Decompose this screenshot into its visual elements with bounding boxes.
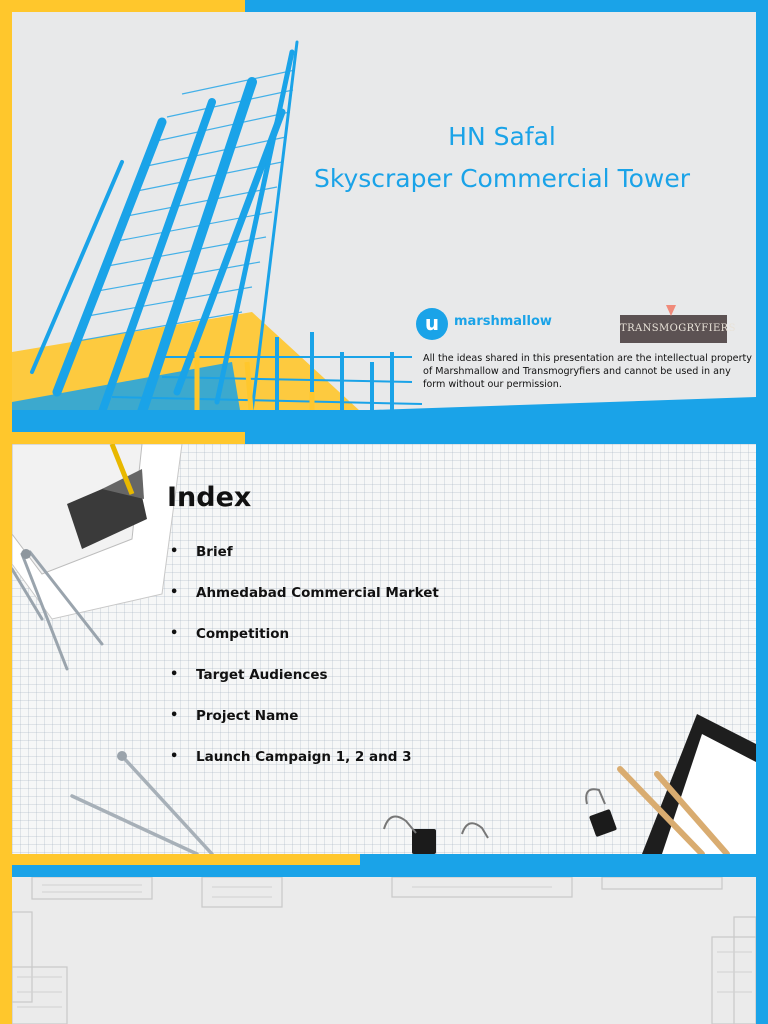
transmogryfiers-logo-text: TRANSMOGRYFIERS	[620, 323, 736, 334]
ip-disclaimer: All the ideas shared in this presentation are the intellectual property of Marshmallow and Transmogryfiers and cannot be used in any form without our permission.	[423, 353, 752, 390]
yellow-frame-left	[0, 0, 12, 432]
marshmallow-logo-icon: u	[416, 308, 448, 340]
list-item: • Target Audiences	[170, 665, 439, 706]
cityscape-slide	[0, 865, 768, 1024]
list-item: • Launch Campaign 1, 2 and 3	[170, 747, 439, 788]
yellow-frame-top	[0, 0, 245, 12]
marshmallow-logo	[416, 308, 556, 346]
title-line-1: HN Safal	[448, 122, 556, 151]
index-title: Index	[167, 482, 252, 513]
transmogryfiers-logo	[620, 315, 736, 343]
cityscape-slide-canvas	[12, 877, 756, 1024]
pin-icon	[666, 305, 676, 316]
title-slide	[0, 0, 768, 432]
list-item: • Brief	[170, 542, 439, 583]
list-item: • Project Name	[170, 706, 439, 747]
yellow-frame-left	[0, 432, 12, 865]
index-list	[170, 542, 439, 788]
title-line-2: Skyscraper Commercial Tower	[314, 164, 690, 193]
index-slide-canvas	[12, 444, 756, 854]
index-slide	[0, 432, 768, 865]
slide-title	[267, 116, 737, 200]
list-item: • Competition	[170, 624, 439, 665]
marshmallow-logo-text: marshmallow	[454, 314, 552, 329]
city-sketch-illustration	[12, 877, 756, 1024]
yellow-frame-top	[0, 432, 245, 444]
title-slide-canvas	[12, 12, 756, 422]
list-item: • Ahmedabad Commercial Market	[170, 583, 439, 624]
yellow-frame-left	[0, 865, 12, 1024]
